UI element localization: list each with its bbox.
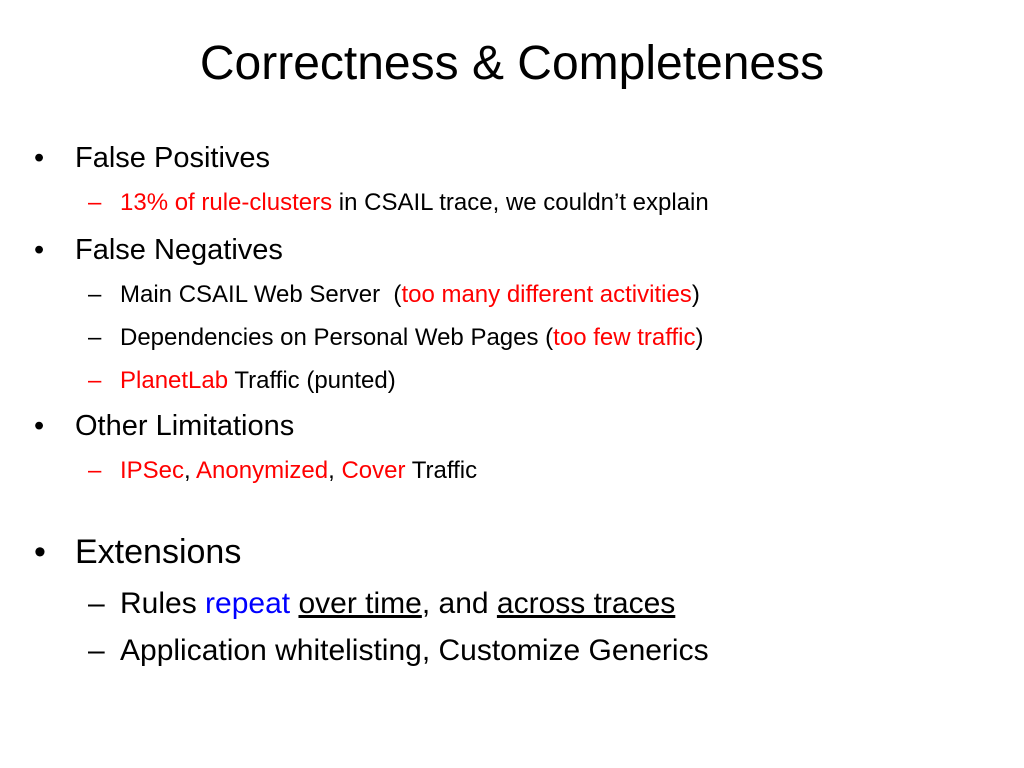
sub-text [120,323,703,353]
highlight-red: IPSec [120,457,185,484]
sub-text [120,366,396,396]
plain-text: , [184,457,197,484]
dash-glyph: – [88,281,102,308]
plain-text: ) [695,324,704,351]
dash-glyph: – [88,587,105,620]
plain-text: in CSAIL trace, we couldn’t explain [332,189,709,216]
sub-text [120,188,709,218]
bullet-glyph: • [34,142,45,174]
sub-text [120,280,700,310]
plain-text: , [328,457,342,484]
bullet-glyph: • [34,533,46,571]
plain-text: Dependencies on Personal Web Pages ( [120,324,554,351]
plain-text: , and [421,587,497,620]
other-limitations-label: Other Limitations [75,410,295,442]
dash-glyph: – [88,189,102,216]
highlight-red: too few traffic [553,324,696,351]
highlight-red: too many different activities [401,281,692,308]
underlined-text: over time [298,587,422,620]
highlight-blue: repeat [205,587,291,620]
sub-text: Application whitelisting, Customize Generics [120,634,709,667]
sub-text [120,586,675,622]
bullet-glyph: • [34,234,45,266]
highlight-red: Anonymized [196,457,329,484]
bullet-glyph: • [34,410,45,442]
dash-glyph: – [88,324,102,351]
plain-text: Traffic [405,457,478,484]
false-positives-label: False Positives [75,142,271,174]
plain-text: Traffic (punted) [228,367,396,394]
plain-text: ) [691,281,700,308]
sub-text [120,456,477,486]
dash-glyph: – [88,367,102,394]
underlined-text: across traces [496,587,676,620]
highlight-red: Cover [341,457,406,484]
dash-glyph: – [88,457,102,484]
highlight-red: 13% of rule-clusters [120,189,333,216]
dash-glyph: – [88,634,105,667]
extensions-label: Extensions [75,533,242,571]
highlight-red: PlanetLab [120,367,229,394]
slide-title: Correctness & Completeness [199,37,825,90]
plain-text: Rules [120,587,206,620]
false-negatives-label: False Negatives [75,234,283,266]
plain-text: Main CSAIL Web Server ( [120,281,402,308]
